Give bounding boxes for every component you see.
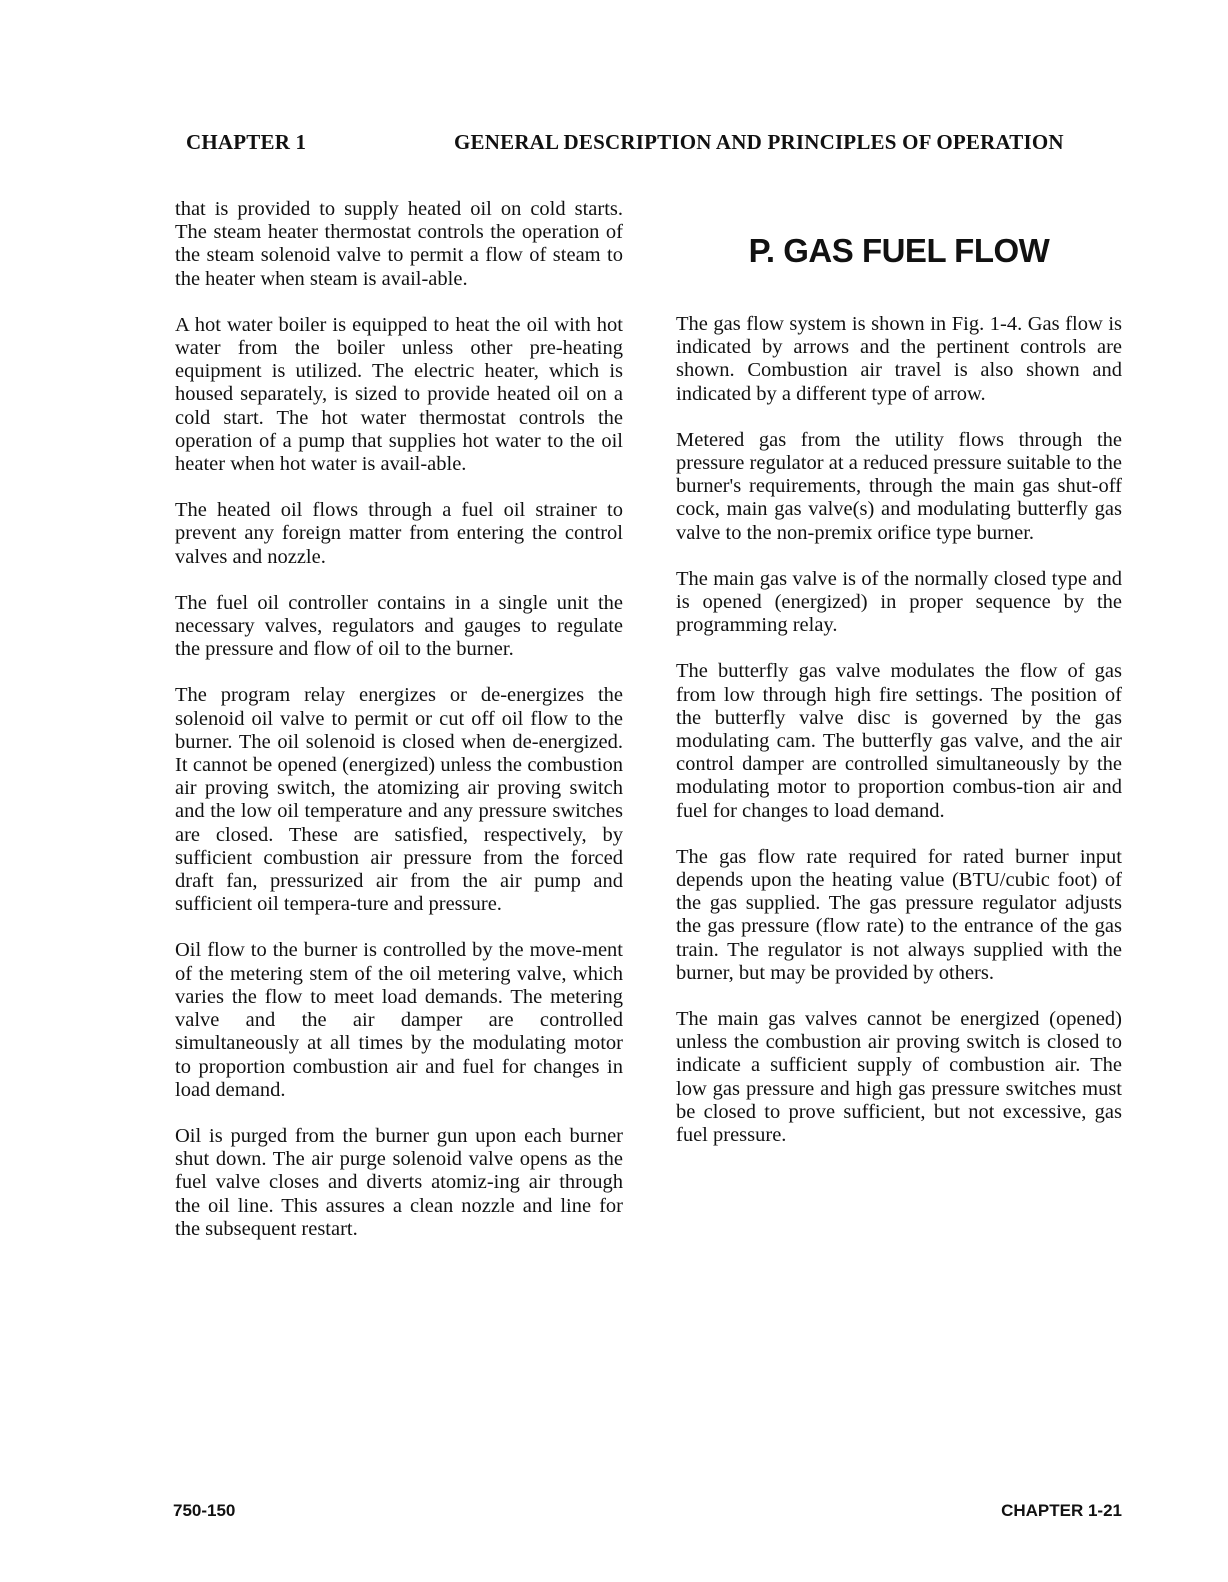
paragraph: The program relay energizes or de-energizes the solenoid oil valve to permit or cut off oil flow to the burner. The oil solenoid is closed when de-energized. It cannot be opened (energized) unless the combustion air proving switch, the atomizing air proving switch and the low oil temperature and any pressure switches are closed. These are satisfied, respectively, by sufficient combustion air pressure from the forced draft fan, pressurized air from the air pump and sufficient oil tempera-ture and pressure. — [175, 684, 623, 916]
paragraph: Oil is purged from the burner gun upon each burner shut down. The air purge solenoid valve opens as the fuel valve closes and diverts atomiz-ing air through the oil line. This assures a clean nozzle and line for the subsequent restart. — [175, 1124, 623, 1240]
paragraph: The main gas valves cannot be energized (opened) unless the combustion air proving switch is closed to indicate a sufficient supply of combustion air. The low gas pressure and high gas pressure switches must be closed to prove sufficient, but not excessive, gas fuel pressure. — [676, 1008, 1122, 1147]
paragraph: Metered gas from the utility flows through the pressure regulator at a reduced pressure suitable to the burner's requirements, through the main gas shut-off cock, main gas valve(s) and modulating butterfly gas valve to the non-premix orifice type burner. — [676, 428, 1122, 544]
left-column — [175, 198, 623, 1264]
paragraph: Oil flow to the burner is controlled by the move-ment of the metering stem of the oil metering valve, which varies the flow to meet load demands. The metering valve and the air damper are controlled simultaneously at all times by the modulating motor to proportion combustion air and fuel for changes in load demand. — [175, 939, 623, 1101]
section-heading: P. GAS FUEL FLOW — [748, 232, 1050, 269]
header-chapter: CHAPTER 1 — [186, 130, 307, 154]
paragraph: The fuel oil controller contains in a single unit the necessary valves, regulators and gauges to regulate the pressure and flow of oil to the burner. — [175, 591, 623, 661]
running-header — [186, 130, 1122, 162]
paragraph: that is provided to supply heated oil on cold starts. The steam heater thermostat controls the operation of the steam solenoid valve to permit a flow of steam to the heater when steam is avail-able. — [175, 198, 623, 290]
footer-doc-number: 750-150 — [173, 1501, 236, 1520]
footer-page-number: CHAPTER 1-21 — [1001, 1501, 1122, 1520]
paragraph: The gas flow rate required for rated burner input depends upon the heating value (BTU/cubic foot) of the gas supplied. The gas pressure regulator adjusts the gas pressure (flow rate) to the entrance of the gas train. The regulator is not always supplied with the burner, but may be provided by others. — [676, 845, 1122, 984]
right-column — [676, 313, 1122, 1170]
paragraph: The heated oil flows through a fuel oil strainer to prevent any foreign matter from entering the control valves and nozzle. — [175, 499, 623, 568]
header-title: GENERAL DESCRIPTION AND PRINCIPLES OF OPERATION — [454, 130, 1064, 154]
paragraph: The butterfly gas valve modulates the flow of gas from low through high fire settings. The position of the butterfly valve disc is governed by the gas modulating cam. The butterfly gas valve, and the air control damper are controlled simultaneously by the modulating motor to proportion combus-tion air and fuel for changes to load demand. — [676, 660, 1122, 822]
paragraph: A hot water boiler is equipped to heat the oil with hot water from the boiler unless other pre-heating equipment is utilized. The electric heater, which is housed separately, is sized to provide heated oil on a cold start. The hot water thermostat controls the operation of a pump that supplies hot water to the oil heater when hot water is avail-able. — [175, 313, 623, 476]
paragraph: The main gas valve is of the normally closed type and is opened (energized) in proper sequence by the programming relay. — [676, 567, 1122, 637]
paragraph: The gas flow system is shown in Fig. 1-4. Gas flow is indicated by arrows and the pertinent controls are shown. Combustion air travel is also shown and indicated by a different type of arrow. — [676, 313, 1122, 405]
